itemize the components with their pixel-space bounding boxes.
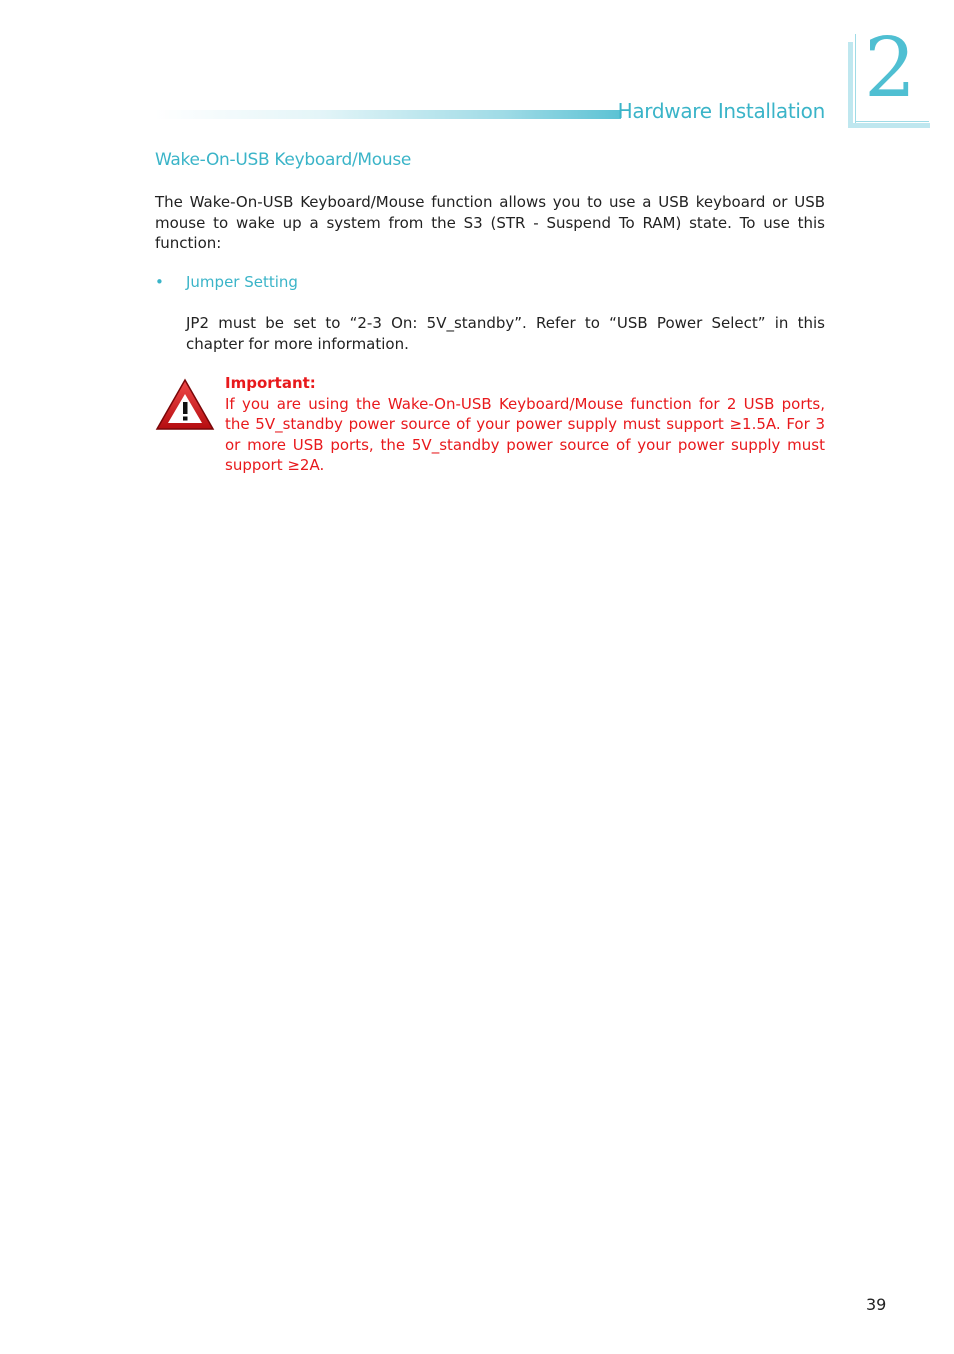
chapter-border-left (848, 42, 853, 128)
bullet-label: Jumper Setting (186, 273, 298, 291)
chapter-marker (848, 21, 930, 128)
intro-paragraph: The Wake-On-USB Keyboard/Mouse function allows you to use a USB keyboard or USB mouse to wake up a system from the S3 (STR - Suspend To RAM) state. To use this function: (155, 193, 825, 252)
header-title: Hardware Installation (617, 99, 825, 123)
header-gradient-bar (155, 110, 621, 119)
important-note (225, 373, 825, 476)
important-label: Important: (225, 374, 316, 392)
page-number: 39 (866, 1295, 887, 1314)
section-title: Wake-On-USB Keyboard/Mouse (155, 150, 412, 170)
warning-triangle-icon (155, 378, 215, 432)
chapter-border-bottom (848, 123, 930, 128)
chapter-border-left-inner (855, 34, 856, 124)
chapter-border-bottom-inner (855, 121, 929, 122)
important-text: If you are using the Wake-On-USB Keyboard/Mouse function for 2 USB ports, the 5V_standby power source of your power supply must support ≥1.5A. For 3 or more USB ports, the 5V_standby power source of your power supply must support ≥2A. (225, 394, 825, 475)
bullet-dot: • (155, 273, 164, 291)
chapter-number: 2 (864, 21, 917, 116)
jumper-paragraph: JP2 must be set to “2-3 On: 5V_standby”. Refer to “USB Power Select” in this chapter for more information. (186, 314, 825, 353)
